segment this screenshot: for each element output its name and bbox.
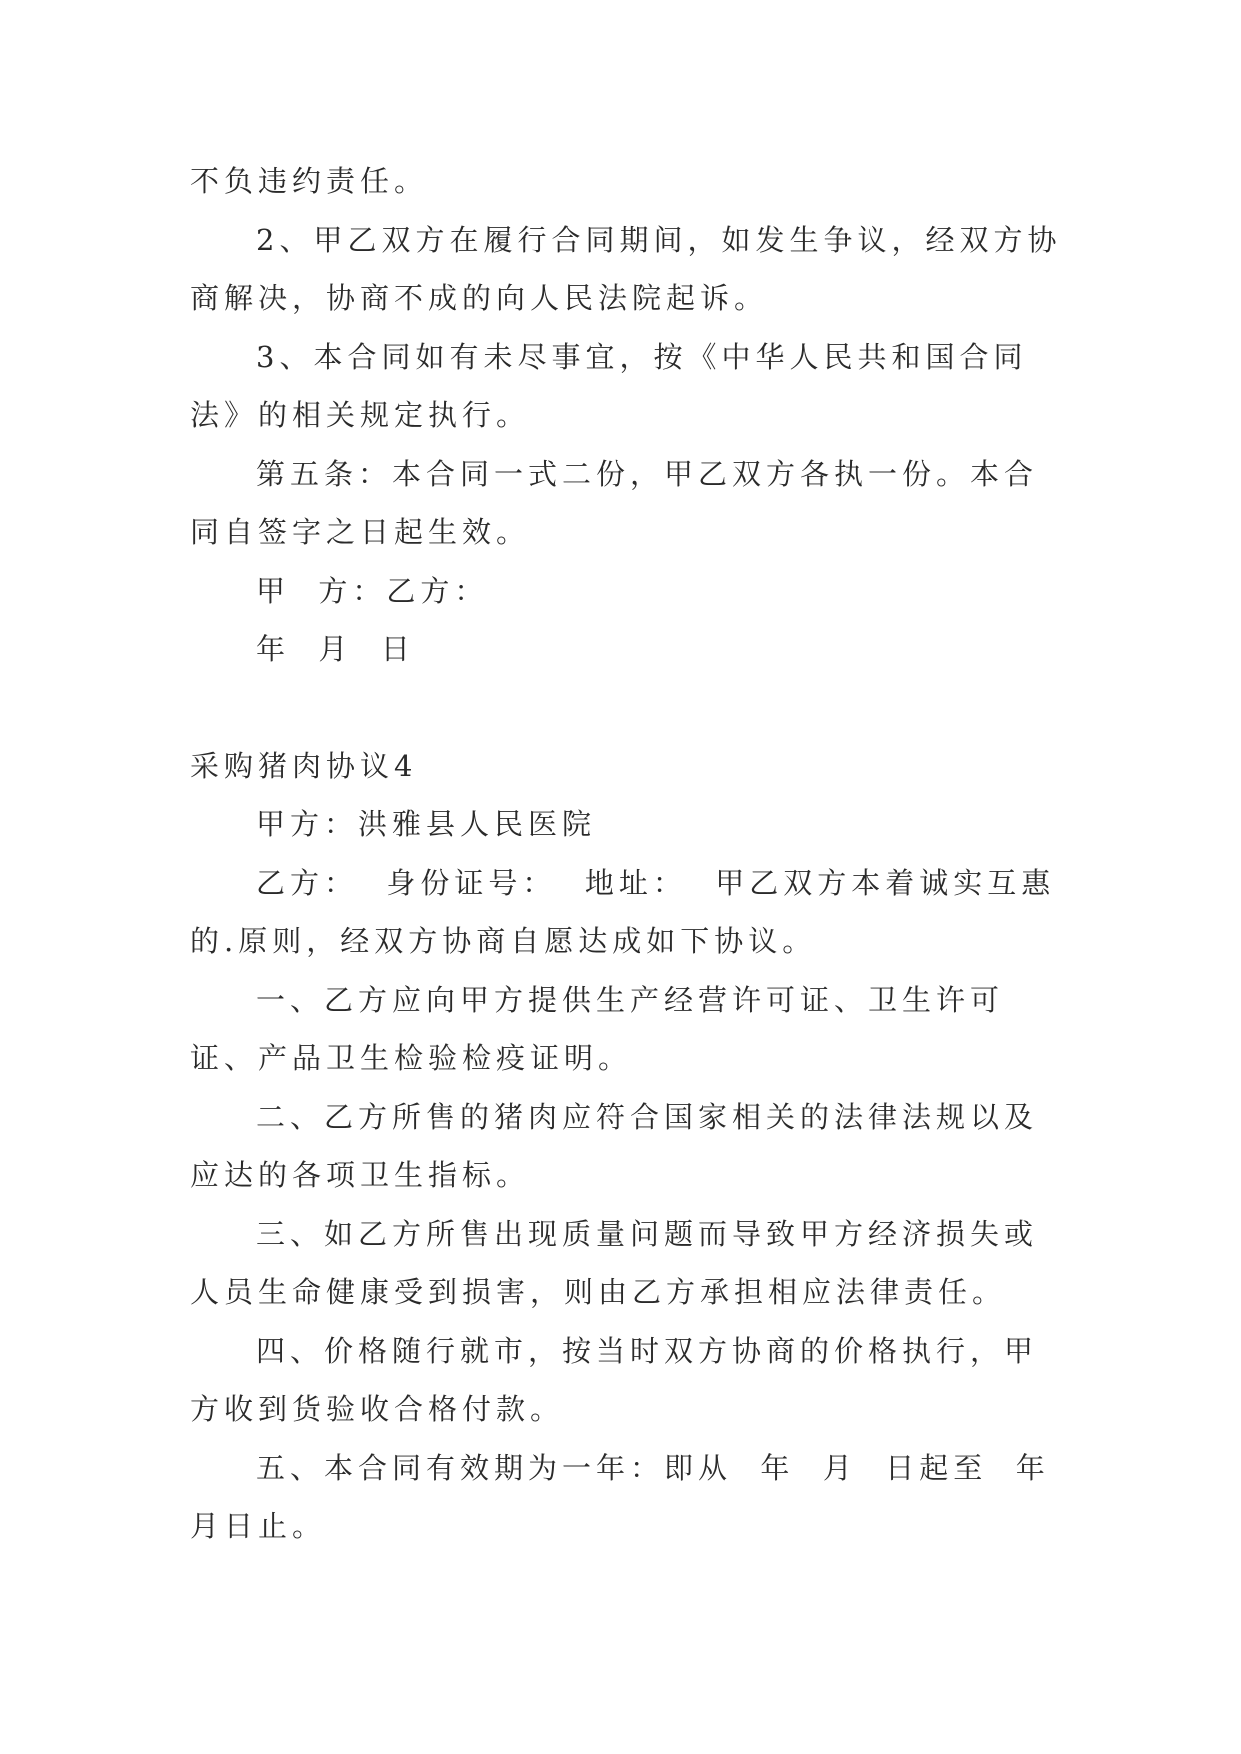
party-a: 甲方：洪雅县人民医院 [256,807,597,841]
party-b-preamble: 乙方： 身份证号： 地址： 甲乙双方本着诚实互惠的.原则，经双方协商自愿达成如下协议。 [190,865,1056,958]
section-gap [190,679,1070,737]
clause-four: 四、价格随行就市，按当时双方协商的价格执行，甲方收到货验收合格付款。 [190,1333,1039,1426]
paragraph-unresolved-matters: 3、本合同如有未尽事宜，按《中华人民共和国合同法》的相关规定执行。 [190,339,1028,432]
agreement-title: 采购猪肉协议4 [190,748,418,783]
signature-date: 年 月 日 [256,632,415,666]
document-body [190,152,1079,1556]
paragraph-dispute-resolution: 2、甲乙双方在履行合同期间，如发生争议，经双方协商解决，协商不成的向人民法院起诉。 [190,222,1062,315]
paragraph-article-five: 第五条：本合同一式二份，甲乙双方各执一份。本合同自签字之日起生效。 [190,456,1039,549]
clause-one: 一、乙方应向甲方提供生产经营许可证、卫生许可证、产品卫生检验检疫证明。 [190,982,1005,1075]
paragraph-breach-liability: 不负违约责任。 [190,164,429,198]
clause-five: 五、本合同有效期为一年：即从 年 月 日起至 年 月日止。 [190,1450,1079,1543]
clause-three: 三、如乙方所售出现质量问题而导致甲方经济损失或人员生命健康受到损害，则由乙方承担相应法律责任。 [190,1216,1039,1309]
clause-two: 二、乙方所售的猪肉应符合国家相关的法律法规以及应达的各项卫生指标。 [190,1099,1039,1192]
signature-parties: 甲 方：乙方： [256,573,489,608]
